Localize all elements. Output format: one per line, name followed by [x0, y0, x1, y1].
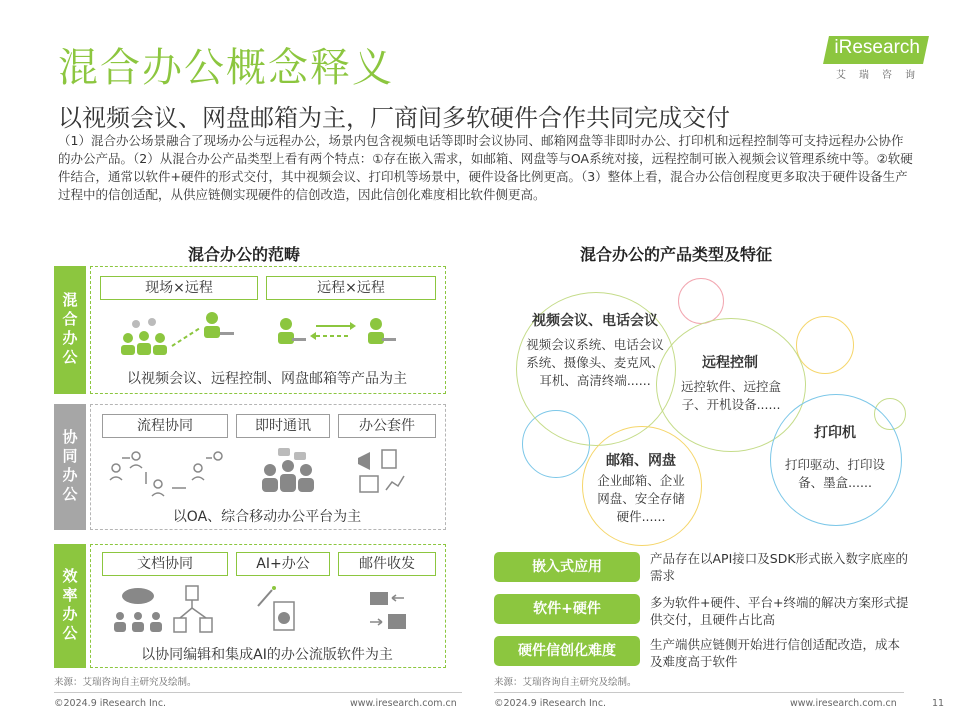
bubble-text-remote: 远控软件、远控盒子、开机设备...... — [680, 379, 781, 412]
logo-subtext: 艾瑞咨询 — [836, 70, 928, 81]
category-desc-hybrid: 以视频会议、远程控制、网盘邮箱等产品为主 — [127, 371, 407, 387]
meeting-group-icon — [121, 318, 167, 355]
page-number: 11 — [932, 698, 945, 709]
intro-paragraph: （1）混合办公场景融合了现场办公与远程办公，场景内包含视频电话等即时会议协同、邮箱网盘等非即时办公、打印机和远程控制等可支持远程办公协作的办公产品。（2）从混合办公产品类型上看有两个特点：①存在嵌入需求，如邮箱、网盘等与OA系统对接，远程控制可嵌入视频会议管理系统中等。②软硬件结合，通常以软件+硬件的形式交付，其中视频会议、打印机等场景中，硬件设备比例更高。（3）整体上看，混合办公信创程度更多取决于硬件设备生产过程中的信创适配，从供应链侧实现硬件的信创改造，因此信创化难度相比软件侧更高。 — [58, 133, 913, 202]
category-label-collab: 协同办公 — [54, 404, 86, 530]
office-suite-icon — [358, 450, 404, 492]
arrow-icon — [172, 328, 200, 346]
category-label-hybrid: 混合办公 — [54, 266, 86, 394]
footer-copyright-left: ©2024.9 iResearch Inc. — [54, 698, 167, 709]
footer-url-left: www.iresearch.com.cn — [350, 698, 457, 709]
collab-icons — [102, 444, 432, 500]
tag-onsite-remote: 现场×远程 — [100, 276, 258, 300]
feature-pill-soft-hard: 软件+硬件 — [494, 594, 640, 624]
left-section-title: 混合办公的范畴 — [188, 245, 301, 264]
logo-text: iResearch — [834, 37, 920, 58]
remote-worker-icon-3 — [368, 318, 396, 344]
feature-pill-xinchuang: 硬件信创化难度 — [494, 636, 640, 666]
feature-desc-embedded: 产品存在以API接口及SDK形式嵌入数字底座的需求 — [650, 551, 909, 583]
category-desc-efficiency: 以协同编辑和集成AI的办公流版软件为主 — [141, 647, 393, 663]
bubble-title-mail: 邮箱、网盘 — [606, 453, 676, 469]
right-section-title: 混合办公的产品类型及特征 — [580, 245, 773, 264]
footer-copyright-right: ©2024.9 iResearch Inc. — [494, 698, 607, 709]
tag-process: 流程协同 — [102, 414, 228, 438]
decor-bubble-pink — [678, 278, 724, 324]
doc-collab-icon — [114, 588, 162, 632]
bubble-text-mail: 企业邮箱、企业网盘、安全存储硬件...... — [597, 473, 685, 524]
tag-im: 即时通讯 — [236, 414, 330, 438]
tag-suite: 办公套件 — [338, 414, 436, 438]
remote-worker-icon-2 — [278, 318, 306, 344]
footer-url-right: www.iresearch.com.cn — [790, 698, 897, 709]
category-label-efficiency: 效率办公 — [54, 544, 86, 668]
page-subtitle: 以视频会议、网盘邮箱为主，厂商间多软硬件合作共同完成交付 — [58, 104, 730, 132]
doc-tree-icon — [174, 586, 212, 632]
bubble-text-video: 视频会议系统、电话会议系统、摄像头、麦克风、耳机、高清终端...... — [526, 337, 664, 388]
footer-rule-left — [54, 692, 462, 693]
tag-ai-office: AI+办公 — [236, 552, 330, 576]
right-source-note: 来源：艾瑞咨询自主研究及绘制。 — [494, 677, 637, 688]
tag-remote-remote: 远程×远程 — [266, 276, 436, 300]
feature-desc-xinchuang: 生产端供应链侧开始进行信创适配改造，成本及难度高于软件 — [650, 637, 901, 669]
left-source-note: 来源：艾瑞咨询自主研究及绘制。 — [54, 677, 197, 688]
tag-email: 邮件收发 — [338, 552, 436, 576]
ai-magic-icon — [258, 586, 294, 630]
page-title: 混合办公概念释义 — [58, 45, 394, 91]
bubble-title-printer: 打印机 — [814, 425, 856, 441]
bubble-title-remote: 远程控制 — [702, 355, 758, 371]
remote-worker-icon — [204, 312, 234, 338]
bubble-title-video: 视频会议、电话会议 — [532, 313, 658, 329]
hybrid-icons — [110, 306, 430, 362]
workflow-icon — [110, 452, 222, 496]
category-desc-collab: 以OA、综合移动办公平台为主 — [172, 509, 362, 525]
iresearch-logo — [826, 36, 926, 80]
footer-rule-right — [494, 692, 904, 693]
efficiency-icons — [108, 582, 428, 638]
feature-desc-soft-hard: 多为软件+硬件、平台+终端的解决方案形式提供交付，且硬件占比高 — [650, 595, 909, 627]
tag-doc-collab: 文档协同 — [102, 552, 228, 576]
decor-bubble-yellow — [796, 316, 854, 374]
feature-pill-embedded: 嵌入式应用 — [494, 552, 640, 582]
mail-folder-icon — [370, 592, 406, 629]
bubble-text-printer: 打印驱动、打印设备、墨盒...... — [784, 457, 885, 490]
team-chat-icon — [262, 448, 314, 492]
